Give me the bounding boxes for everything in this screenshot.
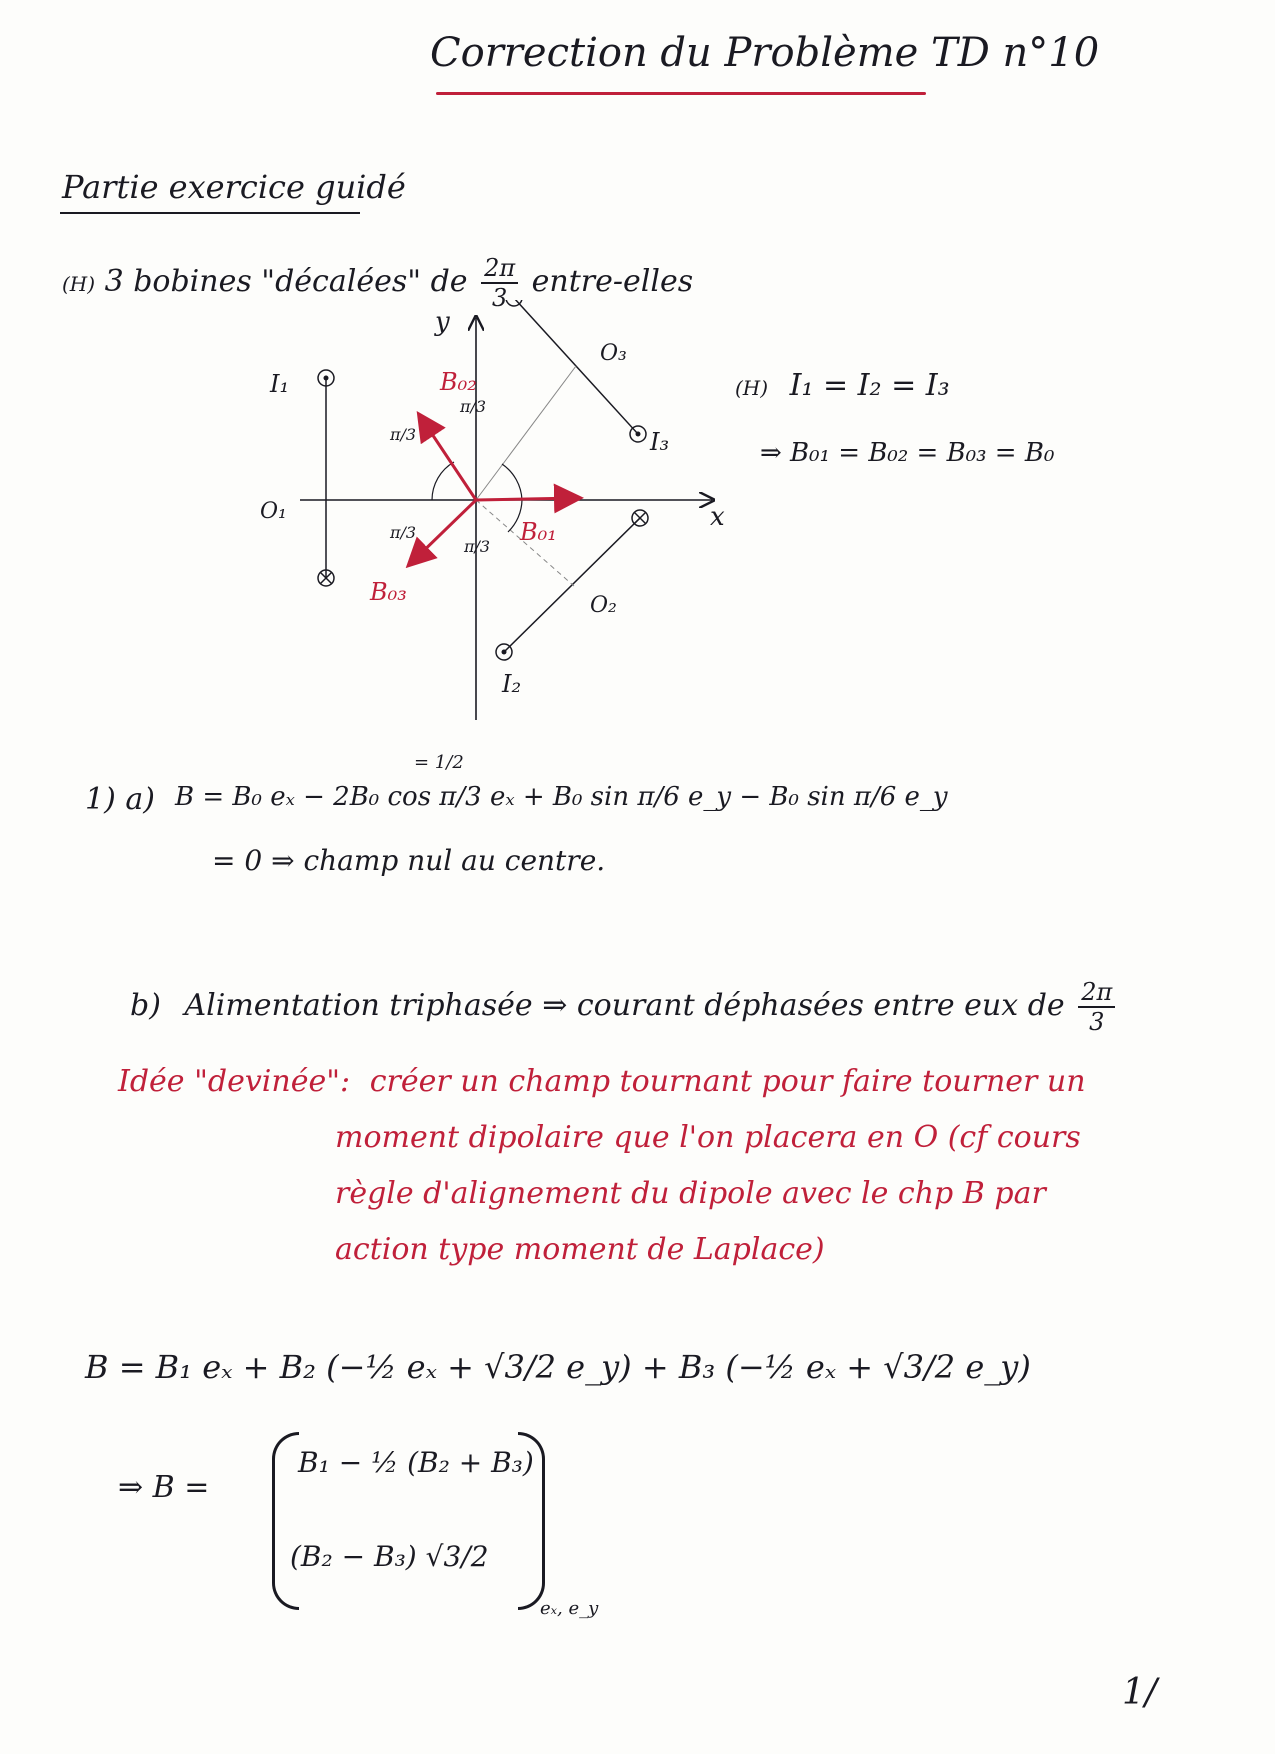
h1-frac-den: 3 <box>491 284 508 312</box>
result-row-2: (B₂ − B₃) √3/2 <box>290 1540 489 1573</box>
q1b-frac-den: 3 <box>1089 1008 1105 1036</box>
result-prefix: ⇒ B = <box>118 1470 210 1505</box>
label-I1: I₁ <box>270 370 290 398</box>
x-axis-label: x <box>710 502 725 532</box>
idea-label: Idée "devinée": <box>118 1064 351 1099</box>
angle-arc-1 <box>432 462 454 500</box>
q1a-equation-2: = 0 ⇒ champ nul au centre. <box>212 844 606 877</box>
idea-line-2: moment dipolaire que l'on placera en O (cf cours <box>335 1120 1081 1155</box>
construction-line-3 <box>476 366 576 500</box>
q1b-line <box>130 980 1119 1034</box>
angle-label-4: π/3 <box>464 537 491 556</box>
q1a-label: 1) a) <box>85 782 155 817</box>
vector-B02 <box>420 416 476 500</box>
h2-fields: ⇒ B₀₁ = B₀₂ = B₀₃ = B₀ <box>760 438 1055 468</box>
h1-frac-num: 2π <box>481 256 518 284</box>
h1-text: 3 bobines "décalées" de <box>104 264 468 299</box>
result-row-1: B₁ − ½ (B₂ + B₃) <box>298 1446 534 1479</box>
angle-label-2: π/3 <box>460 397 487 416</box>
result-paren-left <box>272 1432 299 1610</box>
label-O3: O₃ <box>600 341 627 366</box>
page-title: Correction du Problème TD n°10 <box>430 30 1100 76</box>
label-B02: B₀₂ <box>440 368 477 396</box>
vector-B01 <box>476 498 578 500</box>
section-heading: Partie exercice guidé <box>62 168 406 206</box>
coils-diagram <box>240 300 760 740</box>
label-O1: O₁ <box>260 499 287 524</box>
h2-currents: I₁ = I₂ = I₃ <box>789 368 950 403</box>
result-basis: eₓ, e_y <box>540 1598 599 1619</box>
idea-text-1: créer un champ tournant pour faire tourner un <box>369 1064 1086 1099</box>
label-B01: B₀₁ <box>520 518 557 546</box>
q1b-text: Alimentation triphasée ⇒ courant déphasées entre eux de <box>184 988 1065 1023</box>
label-I2: I₂ <box>502 670 522 698</box>
label-O2: O₂ <box>590 593 617 618</box>
q1a-equation-1: B = B₀ eₓ − 2B₀ cos π/3 eₓ + B₀ sin π/6 e_y − B₀ sin π/6 e_y <box>175 782 948 812</box>
field-sum-equation: B = B₁ eₓ + B₂ (−½ eₓ + √3/2 e_y) + B₃ (−½ eₓ + √3/2 e_y) <box>85 1348 1031 1386</box>
coil-3 <box>514 300 638 434</box>
page-number: 1/ <box>1122 1672 1158 1713</box>
angle-arc-2 <box>502 464 522 500</box>
brace-note: = 1/2 <box>414 752 464 773</box>
title-underline <box>436 92 926 95</box>
section-underline <box>60 212 360 214</box>
angle-label-3: π/3 <box>390 523 417 542</box>
idea-line-3: règle d'alignement du dipole avec le chp B par <box>335 1176 1046 1211</box>
angle-label-1: π/3 <box>390 425 417 444</box>
q1b-fraction <box>1078 980 1115 1034</box>
label-I3: I₃ <box>650 428 670 456</box>
h1-end: entre-elles <box>531 264 694 299</box>
y-axis-label: y <box>435 307 450 337</box>
h2-marker: (H) <box>735 376 769 400</box>
label-B03: B₀₃ <box>370 578 407 606</box>
q1b-frac-num: 2π <box>1078 980 1115 1008</box>
h1-marker: (H) <box>62 272 96 296</box>
idea-line-4: action type moment de Laplace) <box>335 1232 825 1267</box>
hypothesis-2 <box>735 368 950 403</box>
idea-line-1 <box>118 1064 1086 1099</box>
q1b-label: b) <box>130 988 161 1023</box>
